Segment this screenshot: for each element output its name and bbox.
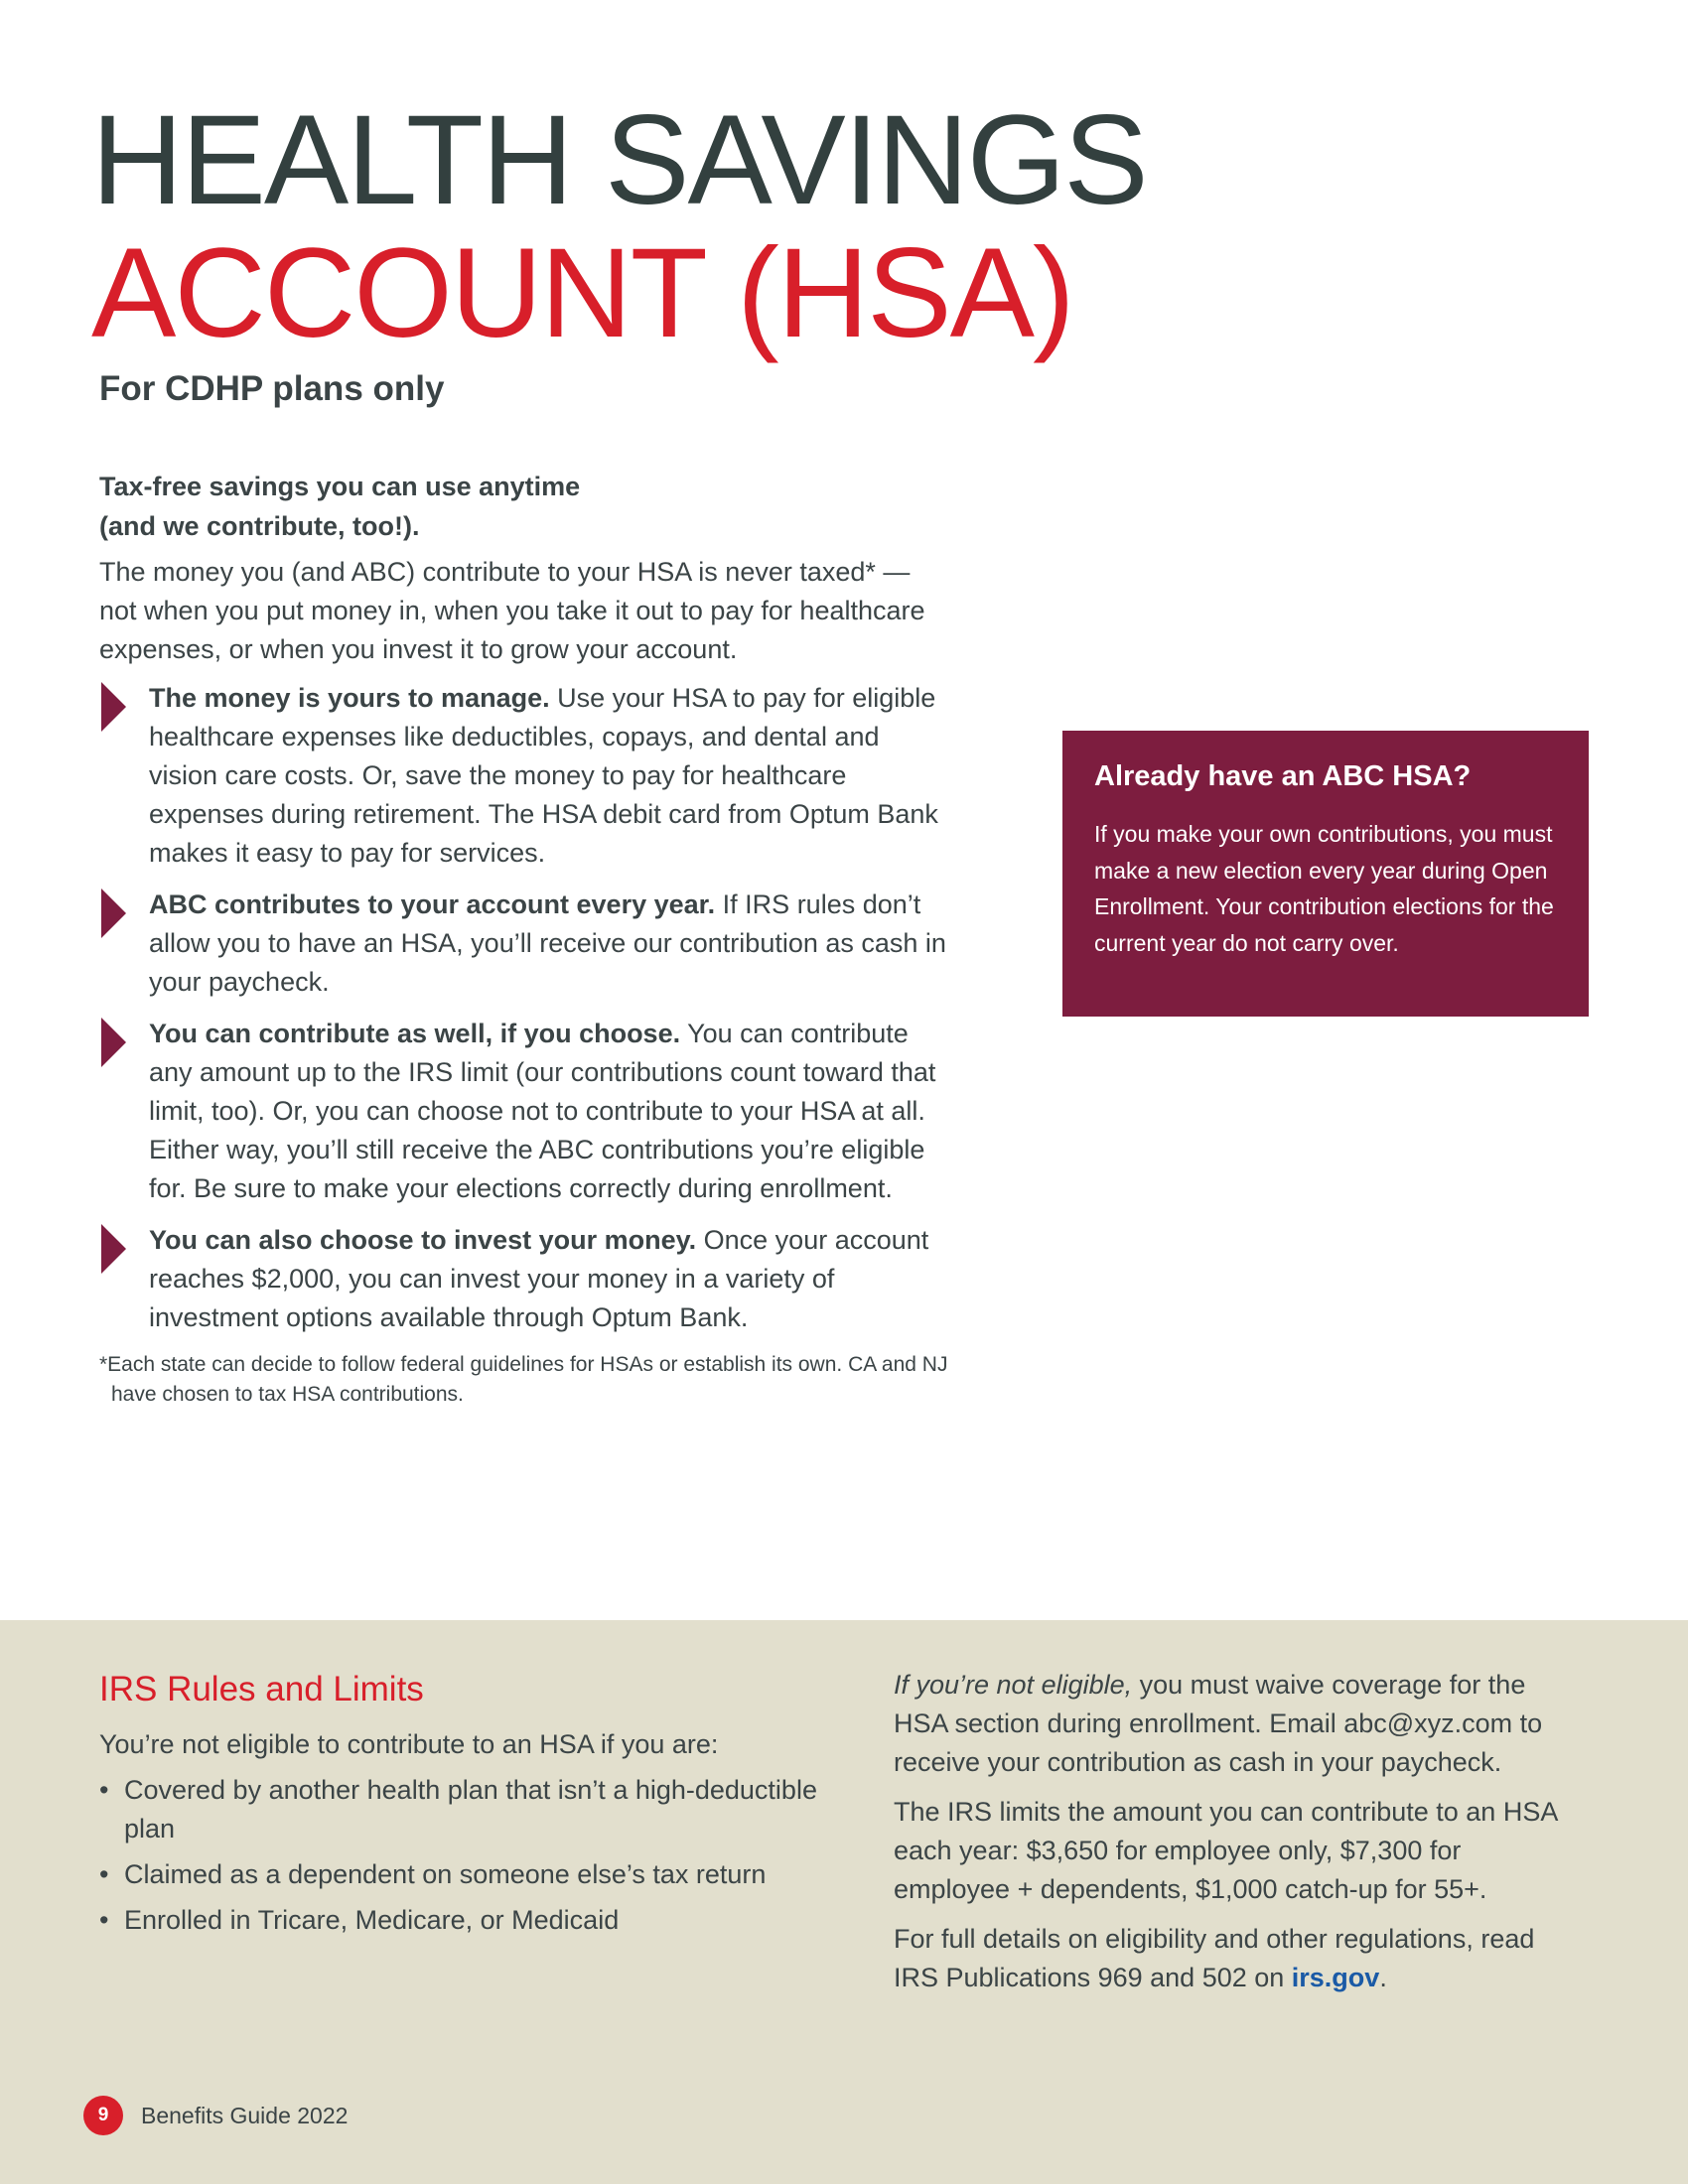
benefit-item bbox=[99, 886, 953, 1002]
waive-lead: If you’re not eligible, bbox=[894, 1670, 1133, 1700]
main-column bbox=[99, 467, 953, 1410]
callout-title: Already have an ABC HSA? bbox=[1094, 760, 1472, 792]
benefit-lead: You can contribute as well, if you choose. bbox=[149, 1019, 681, 1048]
details-text: For full details on eligibility and other regulations, read IRS Publications 969 and 502 on bbox=[894, 1924, 1535, 1992]
triangle-bullet-icon bbox=[101, 682, 126, 732]
ineligibility-item bbox=[99, 1901, 854, 1940]
irs-intro: You’re not eligible to contribute to an HSA if you are: bbox=[99, 1729, 719, 1759]
page-footer bbox=[83, 2096, 348, 2135]
benefit-lead: ABC contributes to your account every year. bbox=[149, 889, 716, 919]
intro-body: The money you (and ABC) contribute to your HSA is never taxed* — not when you put money in, when you take it out to pay for healthcare expenses, or when you invest it to grow your account. bbox=[99, 557, 925, 664]
callout-body: If you make your own contributions, you must make a new election every year during Open Enrollment. Your contribution elections for the current year do not carry over. bbox=[1094, 821, 1554, 956]
triangle-bullet-icon bbox=[101, 1224, 126, 1274]
waive-text: you must waive coverage for the HSA section during enrollment. Email abc@xyz.com to receive your contribution as cash in your paycheck. bbox=[894, 1670, 1543, 1777]
ineligibility-text: Enrolled in Tricare, Medicare, or Medicaid bbox=[124, 1905, 620, 1935]
waive-paragraph bbox=[894, 1666, 1579, 1782]
irs-gov-link[interactable]: irs.gov bbox=[1291, 1963, 1380, 1992]
benefit-item bbox=[99, 1221, 953, 1337]
benefit-text: Use your HSA to pay for eligible healthcare expenses like deductibles, copays, and dental and vision care costs. Or, save the money to pay for healthcare expenses during retirement. The HSA debit card from Optum Bank makes it easy to pay for services. bbox=[149, 683, 938, 868]
bullet-dot-icon: • bbox=[99, 1775, 109, 1805]
benefit-text: Once your account reaches $2,000, you can invest your money in a variety of investment options available through Optum Bank. bbox=[149, 1225, 929, 1332]
benefit-item bbox=[99, 679, 953, 873]
details-paragraph bbox=[894, 1920, 1579, 1997]
limits-paragraph: The IRS limits the amount you can contribute to an HSA each year: $3,650 for employee only, $7,300 for employee + dependents, $1,000 catch-up for 55+. bbox=[894, 1797, 1557, 1904]
irs-section-title: IRS Rules and Limits bbox=[99, 1670, 424, 1708]
ineligibility-text: Claimed as a dependent on someone else’s tax return bbox=[124, 1859, 767, 1889]
benefit-text: You can contribute any amount up to the IRS limit (our contributions count toward that limit, too). Or, you can choose not to contribute to your HSA at all. Either way, you’ll still receive the ABC contributions you’re eligible for. Be sure to make your elections correctly during enrollment. bbox=[149, 1019, 936, 1203]
page-subtitle: For CDHP plans only bbox=[99, 369, 445, 408]
bullet-dot-icon: • bbox=[99, 1859, 109, 1889]
benefit-list bbox=[99, 679, 953, 1337]
page-number-badge: 9 bbox=[83, 2096, 123, 2135]
title-line-2: ACCOUNT (HSA) bbox=[91, 222, 1073, 364]
bullet-dot-icon: • bbox=[99, 1905, 109, 1935]
footer-label: Benefits Guide 2022 bbox=[141, 2102, 349, 2128]
benefit-text: If IRS rules don’t allow you to have an HSA, you’ll receive our contribution as cash in your paycheck. bbox=[149, 889, 946, 997]
ineligibility-item bbox=[99, 1855, 854, 1894]
benefit-lead: The money is yours to manage. bbox=[149, 683, 550, 713]
irs-rules-column bbox=[99, 1668, 854, 1947]
benefit-lead: You can also choose to invest your money. bbox=[149, 1225, 697, 1255]
triangle-bullet-icon bbox=[101, 1018, 126, 1067]
intro-heading bbox=[99, 467, 953, 546]
intro-heading-line-2: (and we contribute, too!). bbox=[99, 511, 420, 541]
intro-heading-line-1: Tax-free savings you can use anytime bbox=[99, 472, 581, 501]
irs-limits-column bbox=[894, 1666, 1579, 2008]
triangle-bullet-icon bbox=[101, 888, 126, 938]
ineligibility-list bbox=[99, 1771, 854, 1940]
page-title bbox=[91, 89, 1147, 364]
footnote: *Each state can decide to follow federal guidelines for HSAs or establish its own. CA and NJ have chosen to tax HSA contributions. bbox=[99, 1353, 948, 1406]
details-end: . bbox=[1379, 1963, 1387, 1992]
ineligibility-text: Covered by another health plan that isn’t a high-deductible plan bbox=[124, 1775, 817, 1843]
benefit-item bbox=[99, 1015, 953, 1208]
hsa-callout-box bbox=[1062, 731, 1589, 1017]
ineligibility-item bbox=[99, 1771, 854, 1848]
title-line-1: HEALTH SAVINGS bbox=[91, 89, 1147, 231]
